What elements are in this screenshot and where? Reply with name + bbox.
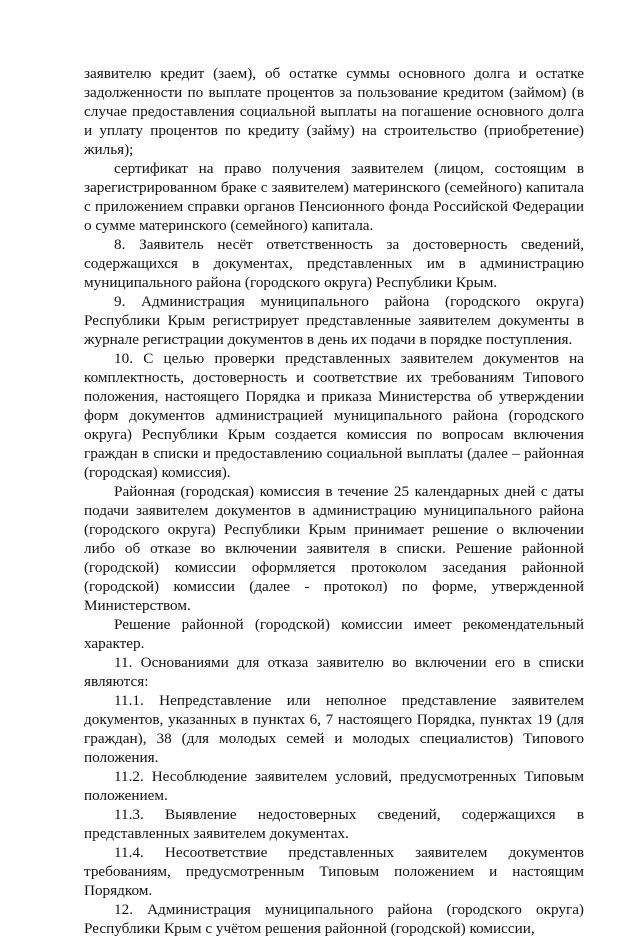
paragraph-item-11-2: 11.2. Несоблюдение заявителем условий, предусмотренных Типовым положением. bbox=[84, 768, 584, 804]
paragraph-commission-decision: Районная (городская) комиссия в течение 25 календарных дней с даты подачи заявителем документов в администрацию муниципального района (городского округа) Республики Крым принимает решение о включении либо об отказе во включении заявителя в списки. Решение районной (городской) комиссии оформляется протоколом заседания районной (городской) комиссии (далее - протокол) по форме, утвержденной Министерством. bbox=[84, 483, 584, 614]
paragraph-continuation: заявителю кредит (заем), об остатке суммы основного долга и остатке задолженности по выплате процентов за пользование кредитом (займом) (в случае предоставления социальной выплаты на погашение основного долга и уплату процентов по кредиту (займу) на строительство (приобретение) жилья); bbox=[84, 65, 584, 158]
paragraph-item-9: 9. Администрация муниципального района (городского округа) Республики Крым регистрирует представленные заявителем документы в журнале регистрации документов в день их подачи в порядке поступления. bbox=[84, 293, 584, 348]
paragraph-recommendation: Решение районной (городской) комиссии имеет рекомендательный характер. bbox=[84, 616, 584, 652]
paragraph-item-11: 11. Основаниями для отказа заявителю во включении его в списки являются: bbox=[84, 654, 584, 690]
paragraph-item-8: 8. Заявитель несёт ответственность за достоверность сведений, содержащихся в документах, представленных им в администрацию муниципального района (городского округа) Республики Крым. bbox=[84, 236, 584, 291]
paragraph-item-11-3: 11.3. Выявление недостоверных сведений, содержащихся в представленных заявителем документах. bbox=[84, 806, 584, 842]
paragraph-item-12: 12. Администрация муниципального района (городского округа) Республики Крым с учётом решения районной (городской) комиссии, bbox=[84, 901, 584, 937]
paragraph-certificate: сертификат на право получения заявителем (лицом, состоящим в зарегистрированном браке с заявителем) материнского (семейного) капитала с приложением справки органов Пенсионного фонда Российской Федерации о сумме материнского (семейного) капитала. bbox=[84, 160, 584, 234]
document-page bbox=[84, 64, 584, 938]
paragraph-item-11-4: 11.4. Несоответствие представленных заявителем документов требованиям, предусмотренным Типовым положением и настоящим Порядком. bbox=[84, 844, 584, 899]
paragraph-item-10: 10. С целью проверки представленных заявителем документов на комплектность, достоверность и соответствие их требованиям Типового положения, настоящего Порядка и приказа Министерства об утверждении форм документов администрацией муниципального района (городского округа) Республики Крым создается комиссия по вопросам включения граждан в списки и предоставлению социальной выплаты (далее – районная (городская) комиссия). bbox=[84, 350, 584, 481]
paragraph-item-11-1: 11.1. Непредставление или неполное представление заявителем документов, указанных в пунктах 6, 7 настоящего Порядка, пунктах 19 (для граждан), 38 (для молодых семей и молодых специалистов) Типового положения. bbox=[84, 692, 584, 766]
